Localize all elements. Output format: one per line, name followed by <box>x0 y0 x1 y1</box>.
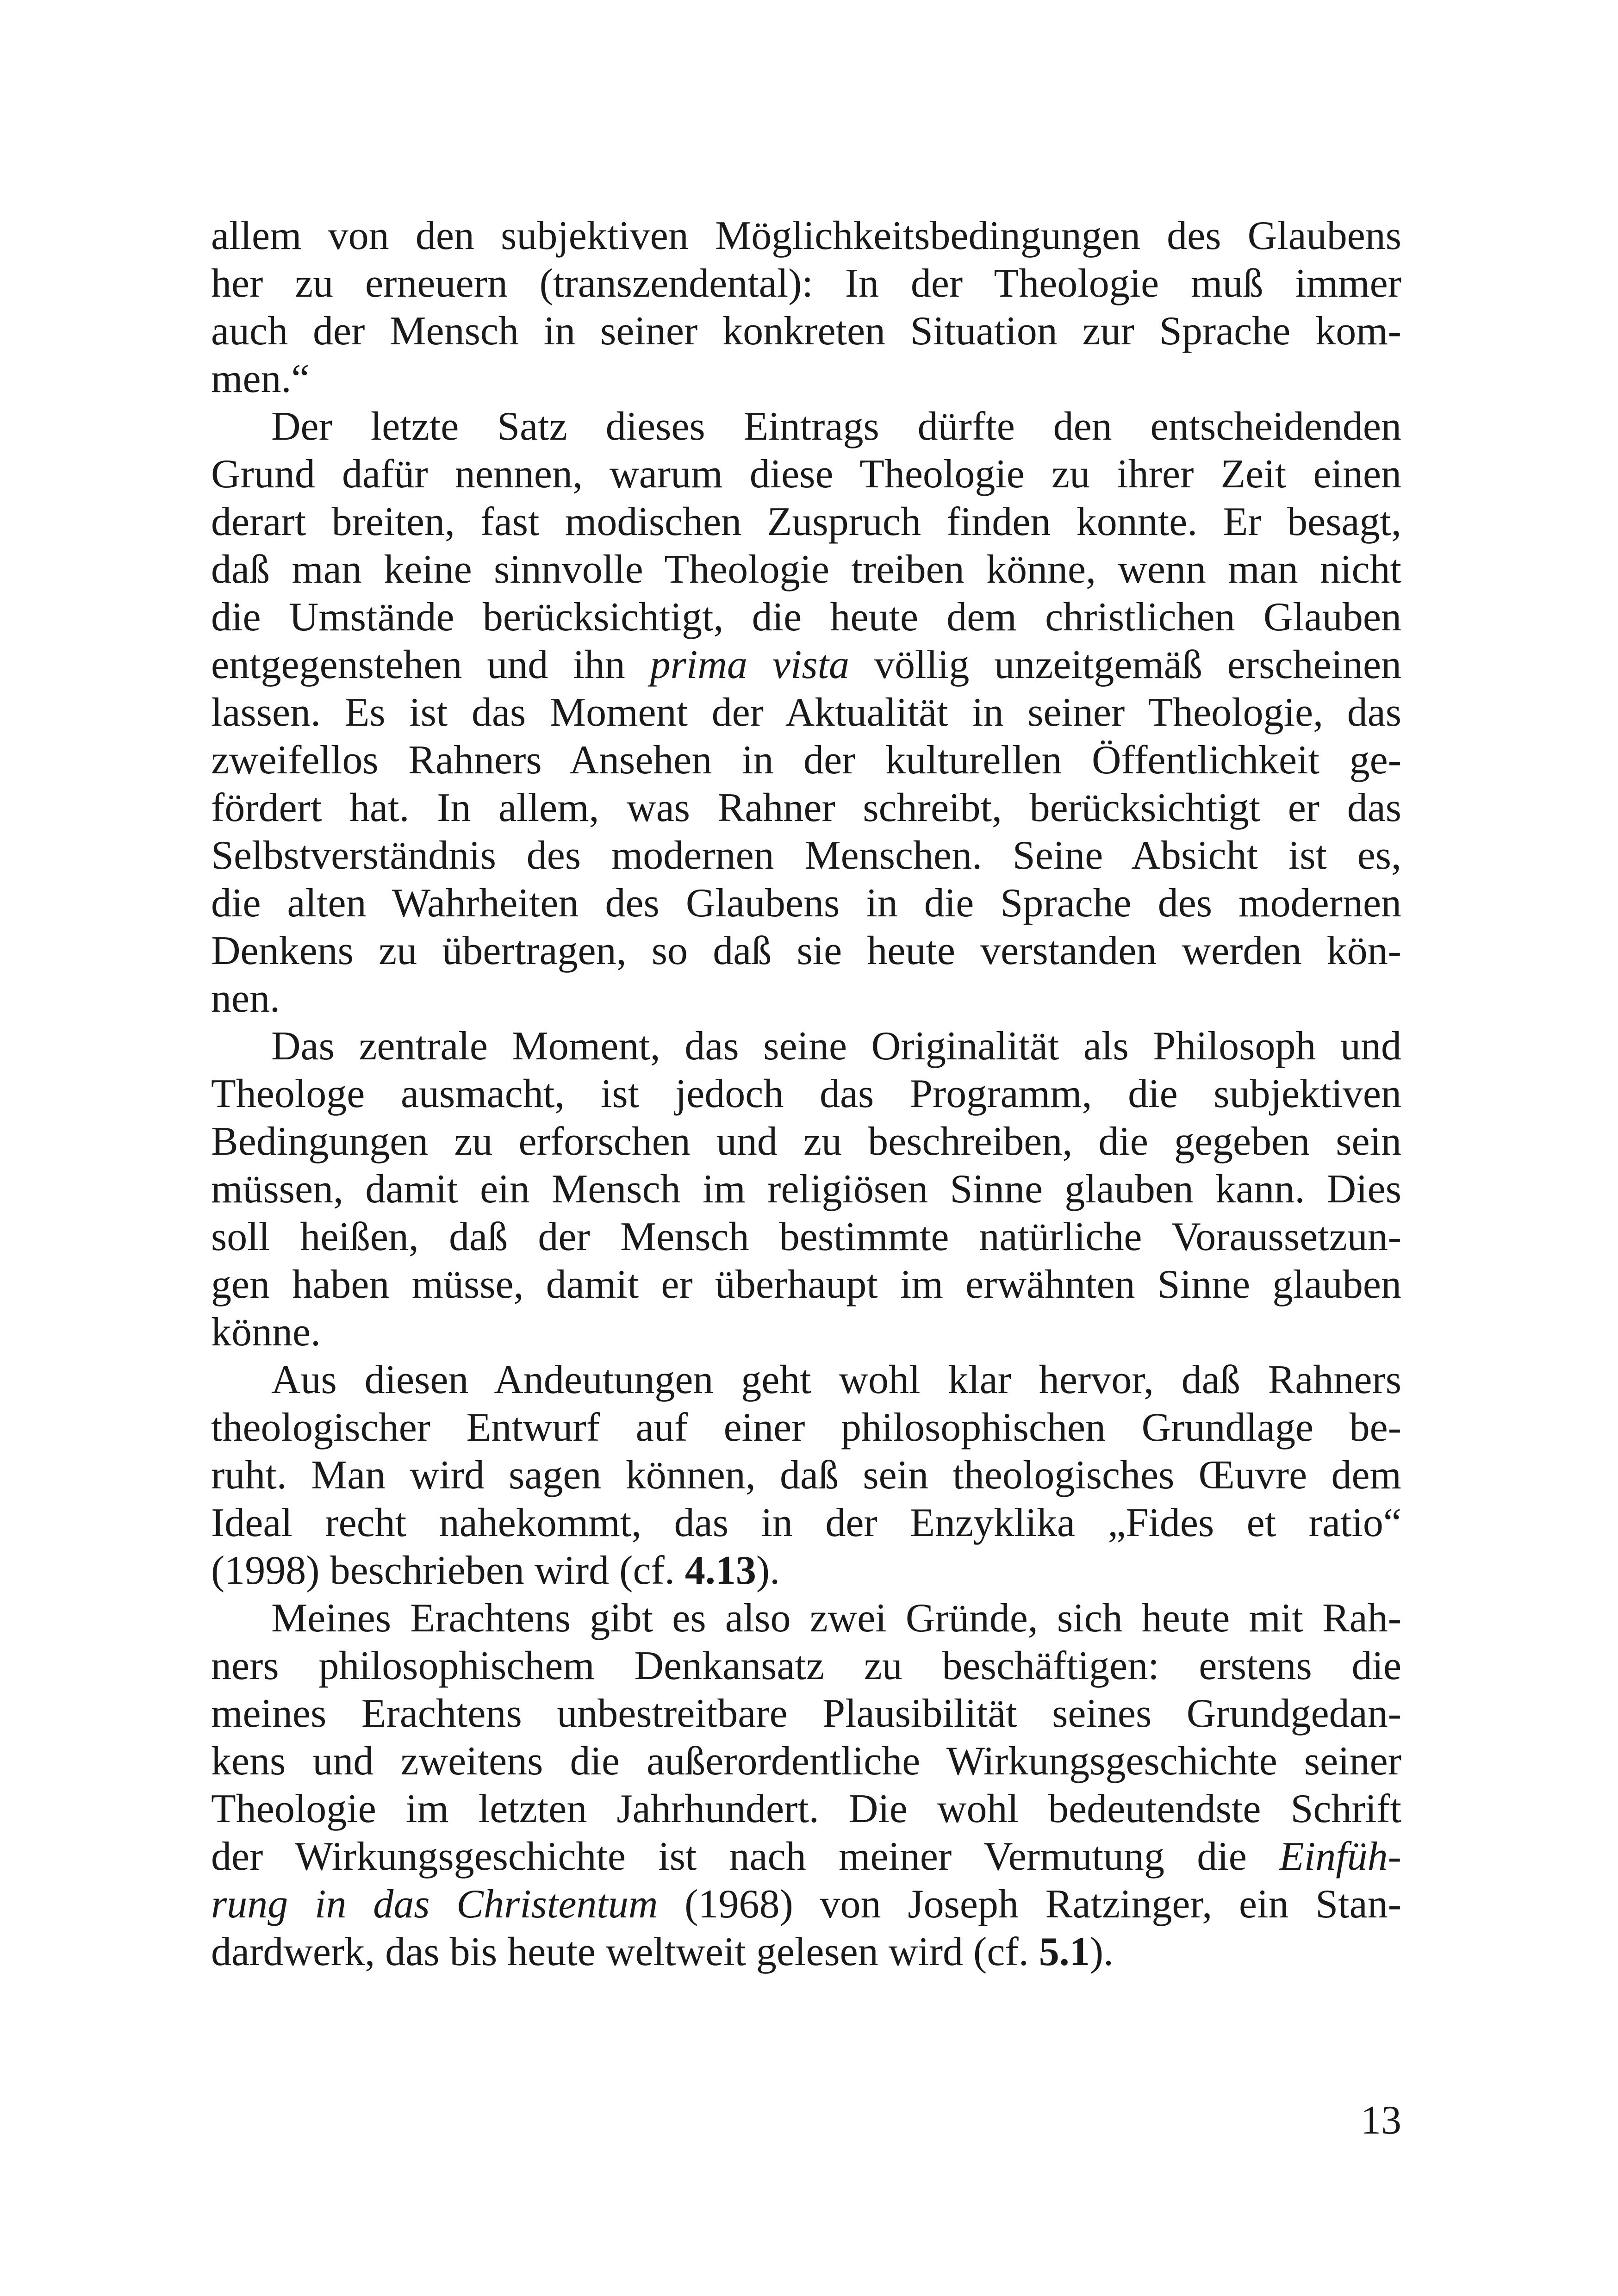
text-line <box>211 1499 1401 1547</box>
text-line <box>211 1022 1401 1070</box>
text-segment: gen haben müsse, damit er überhaupt im erwähnten Sinne glauben <box>211 1262 1401 1307</box>
page-number: 13 <box>1361 2098 1401 2143</box>
italic-text: prima vista <box>650 642 850 687</box>
text-segment: men.“ <box>211 356 310 401</box>
text-line <box>211 1356 1401 1404</box>
text-line <box>211 1737 1401 1785</box>
text-line <box>211 641 1401 689</box>
text-segment: soll heißen, daß der Mensch bestimmte natürliche Voraussetzun- <box>211 1214 1401 1259</box>
text-segment: dardwerk, das bis heute weltweit gelesen wird (cf. <box>211 1929 1039 1974</box>
text-segment: zweifellos Rahners Ansehen in der kulturellen Öffentlichkeit ge- <box>211 738 1401 783</box>
text-segment: daß man keine sinnvolle Theologie treiben könne, wenn man nicht <box>211 547 1401 592</box>
text-segment: Aus diesen Andeutungen geht wohl klar hervor, daß Rahners <box>271 1357 1401 1402</box>
text-line <box>211 1642 1401 1690</box>
text-segment: auch der Mensch in seiner konkreten Situation zur Sprache kom- <box>211 309 1401 354</box>
paragraph <box>211 403 1401 1022</box>
text-segment: her zu erneuern (transzendental): In der Theologie muß immer <box>211 261 1401 306</box>
text-segment: ). <box>756 1548 780 1593</box>
text-segment: meines Erachtens unbestreitbare Plausibilität seines Grundgedan- <box>211 1691 1401 1736</box>
text-line <box>211 498 1401 546</box>
text-line <box>211 1451 1401 1499</box>
text-segment: ruht. Man wird sagen können, daß sein theologisches Œuvre dem <box>211 1453 1401 1498</box>
text-segment: Theologie im letzten Jahrhundert. Die wohl bedeutendste Schrift <box>211 1786 1401 1831</box>
text-segment: ners philosophischem Denkansatz zu beschäftigen: erstens die <box>211 1643 1401 1688</box>
text-line <box>211 784 1401 832</box>
paragraph <box>211 1022 1401 1356</box>
text-line <box>211 1690 1401 1737</box>
text-line <box>211 1594 1401 1642</box>
text-segment: ). <box>1089 1929 1114 1974</box>
text-line <box>211 1928 1401 1976</box>
text-segment: theologischer Entwurf auf einer philosophischen Grundlage be- <box>211 1405 1401 1450</box>
text-line <box>211 546 1401 593</box>
text-segment: (1998) beschrieben wird (cf. <box>211 1548 685 1593</box>
text-line <box>211 1785 1401 1833</box>
text-segment: Das zentrale Moment, das seine Originalität als Philosoph und <box>271 1024 1401 1069</box>
text-segment: Der letzte Satz dieses Eintrags dürfte den entscheidenden <box>271 404 1401 449</box>
text-segment: fördert hat. In allem, was Rahner schreibt, berücksichtigt er das <box>211 785 1401 830</box>
text-line <box>211 1261 1401 1308</box>
text-line <box>211 403 1401 450</box>
bold-reference: 5.1 <box>1039 1929 1090 1974</box>
text-line <box>211 927 1401 975</box>
text-segment: nen. <box>211 976 280 1021</box>
text-segment: Selbstverständnis des modernen Menschen. Seine Absicht ist es, <box>211 833 1401 878</box>
text-segment: kens und zweitens die außerordentliche Wirkungsgeschichte seiner <box>211 1739 1401 1784</box>
text-line <box>211 736 1401 784</box>
text-line <box>211 1070 1401 1118</box>
text-line <box>211 689 1401 736</box>
bold-reference: 4.13 <box>685 1548 756 1593</box>
text-segment: lassen. Es ist das Moment der Aktualität in seiner Theologie, das <box>211 690 1401 735</box>
text-segment: (1968) von Joseph Ratzinger, ein Stan- <box>658 1882 1401 1927</box>
text-line <box>211 307 1401 355</box>
text-segment: Grund dafür nennen, warum diese Theologie zu ihrer Zeit einen <box>211 452 1401 497</box>
body-text <box>211 212 1401 1976</box>
text-line <box>211 1165 1401 1213</box>
text-line <box>211 1833 1401 1880</box>
text-line <box>211 212 1401 260</box>
text-line <box>211 1308 1401 1356</box>
text-line <box>211 832 1401 879</box>
text-line <box>211 1880 1401 1928</box>
text-line <box>211 975 1401 1022</box>
paragraph <box>211 212 1401 403</box>
text-segment: derart breiten, fast modischen Zuspruch finden konnte. Er besagt, <box>211 499 1401 544</box>
text-segment: allem von den subjektiven Möglichkeitsbedingungen des Glaubens <box>211 213 1401 258</box>
text-segment: entgegenstehen und ihn <box>211 642 650 687</box>
text-line <box>211 450 1401 498</box>
text-segment: Ideal recht nahekommt, das in der Enzyklika „Fides et ratio“ <box>211 1500 1401 1545</box>
text-segment: die alten Wahrheiten des Glaubens in die Sprache des modernen <box>211 881 1401 926</box>
text-segment: Meines Erachtens gibt es also zwei Gründe, sich heute mit Rah- <box>271 1596 1401 1641</box>
text-segment: völlig unzeitgemäß erscheinen <box>849 642 1402 687</box>
text-segment: müssen, damit ein Mensch im religiösen Sinne glauben kann. Dies <box>211 1167 1401 1212</box>
text-segment: Bedingungen zu erforschen und zu beschreiben, die gegeben sein <box>211 1119 1401 1164</box>
paragraph <box>211 1356 1401 1594</box>
text-segment: Theologe ausmacht, ist jedoch das Programm, die subjektiven <box>211 1071 1401 1116</box>
text-line <box>211 1404 1401 1451</box>
text-line <box>211 1213 1401 1261</box>
text-line <box>211 1547 1401 1594</box>
paragraph <box>211 1594 1401 1976</box>
text-line <box>211 1118 1401 1165</box>
text-line <box>211 355 1401 403</box>
italic-text: rung in das Christentum <box>211 1882 658 1927</box>
text-line <box>211 593 1401 641</box>
text-segment: könne. <box>211 1310 321 1355</box>
text-line <box>211 879 1401 927</box>
text-segment: der Wirkungsgeschichte ist nach meiner Vermutung die <box>211 1834 1280 1879</box>
text-segment: die Umstände berücksichtigt, die heute dem christlichen Glauben <box>211 595 1401 640</box>
text-segment: Denkens zu übertragen, so daß sie heute verstanden werden kön- <box>211 928 1401 973</box>
text-line <box>211 260 1401 307</box>
italic-text: Einfüh- <box>1279 1834 1401 1879</box>
